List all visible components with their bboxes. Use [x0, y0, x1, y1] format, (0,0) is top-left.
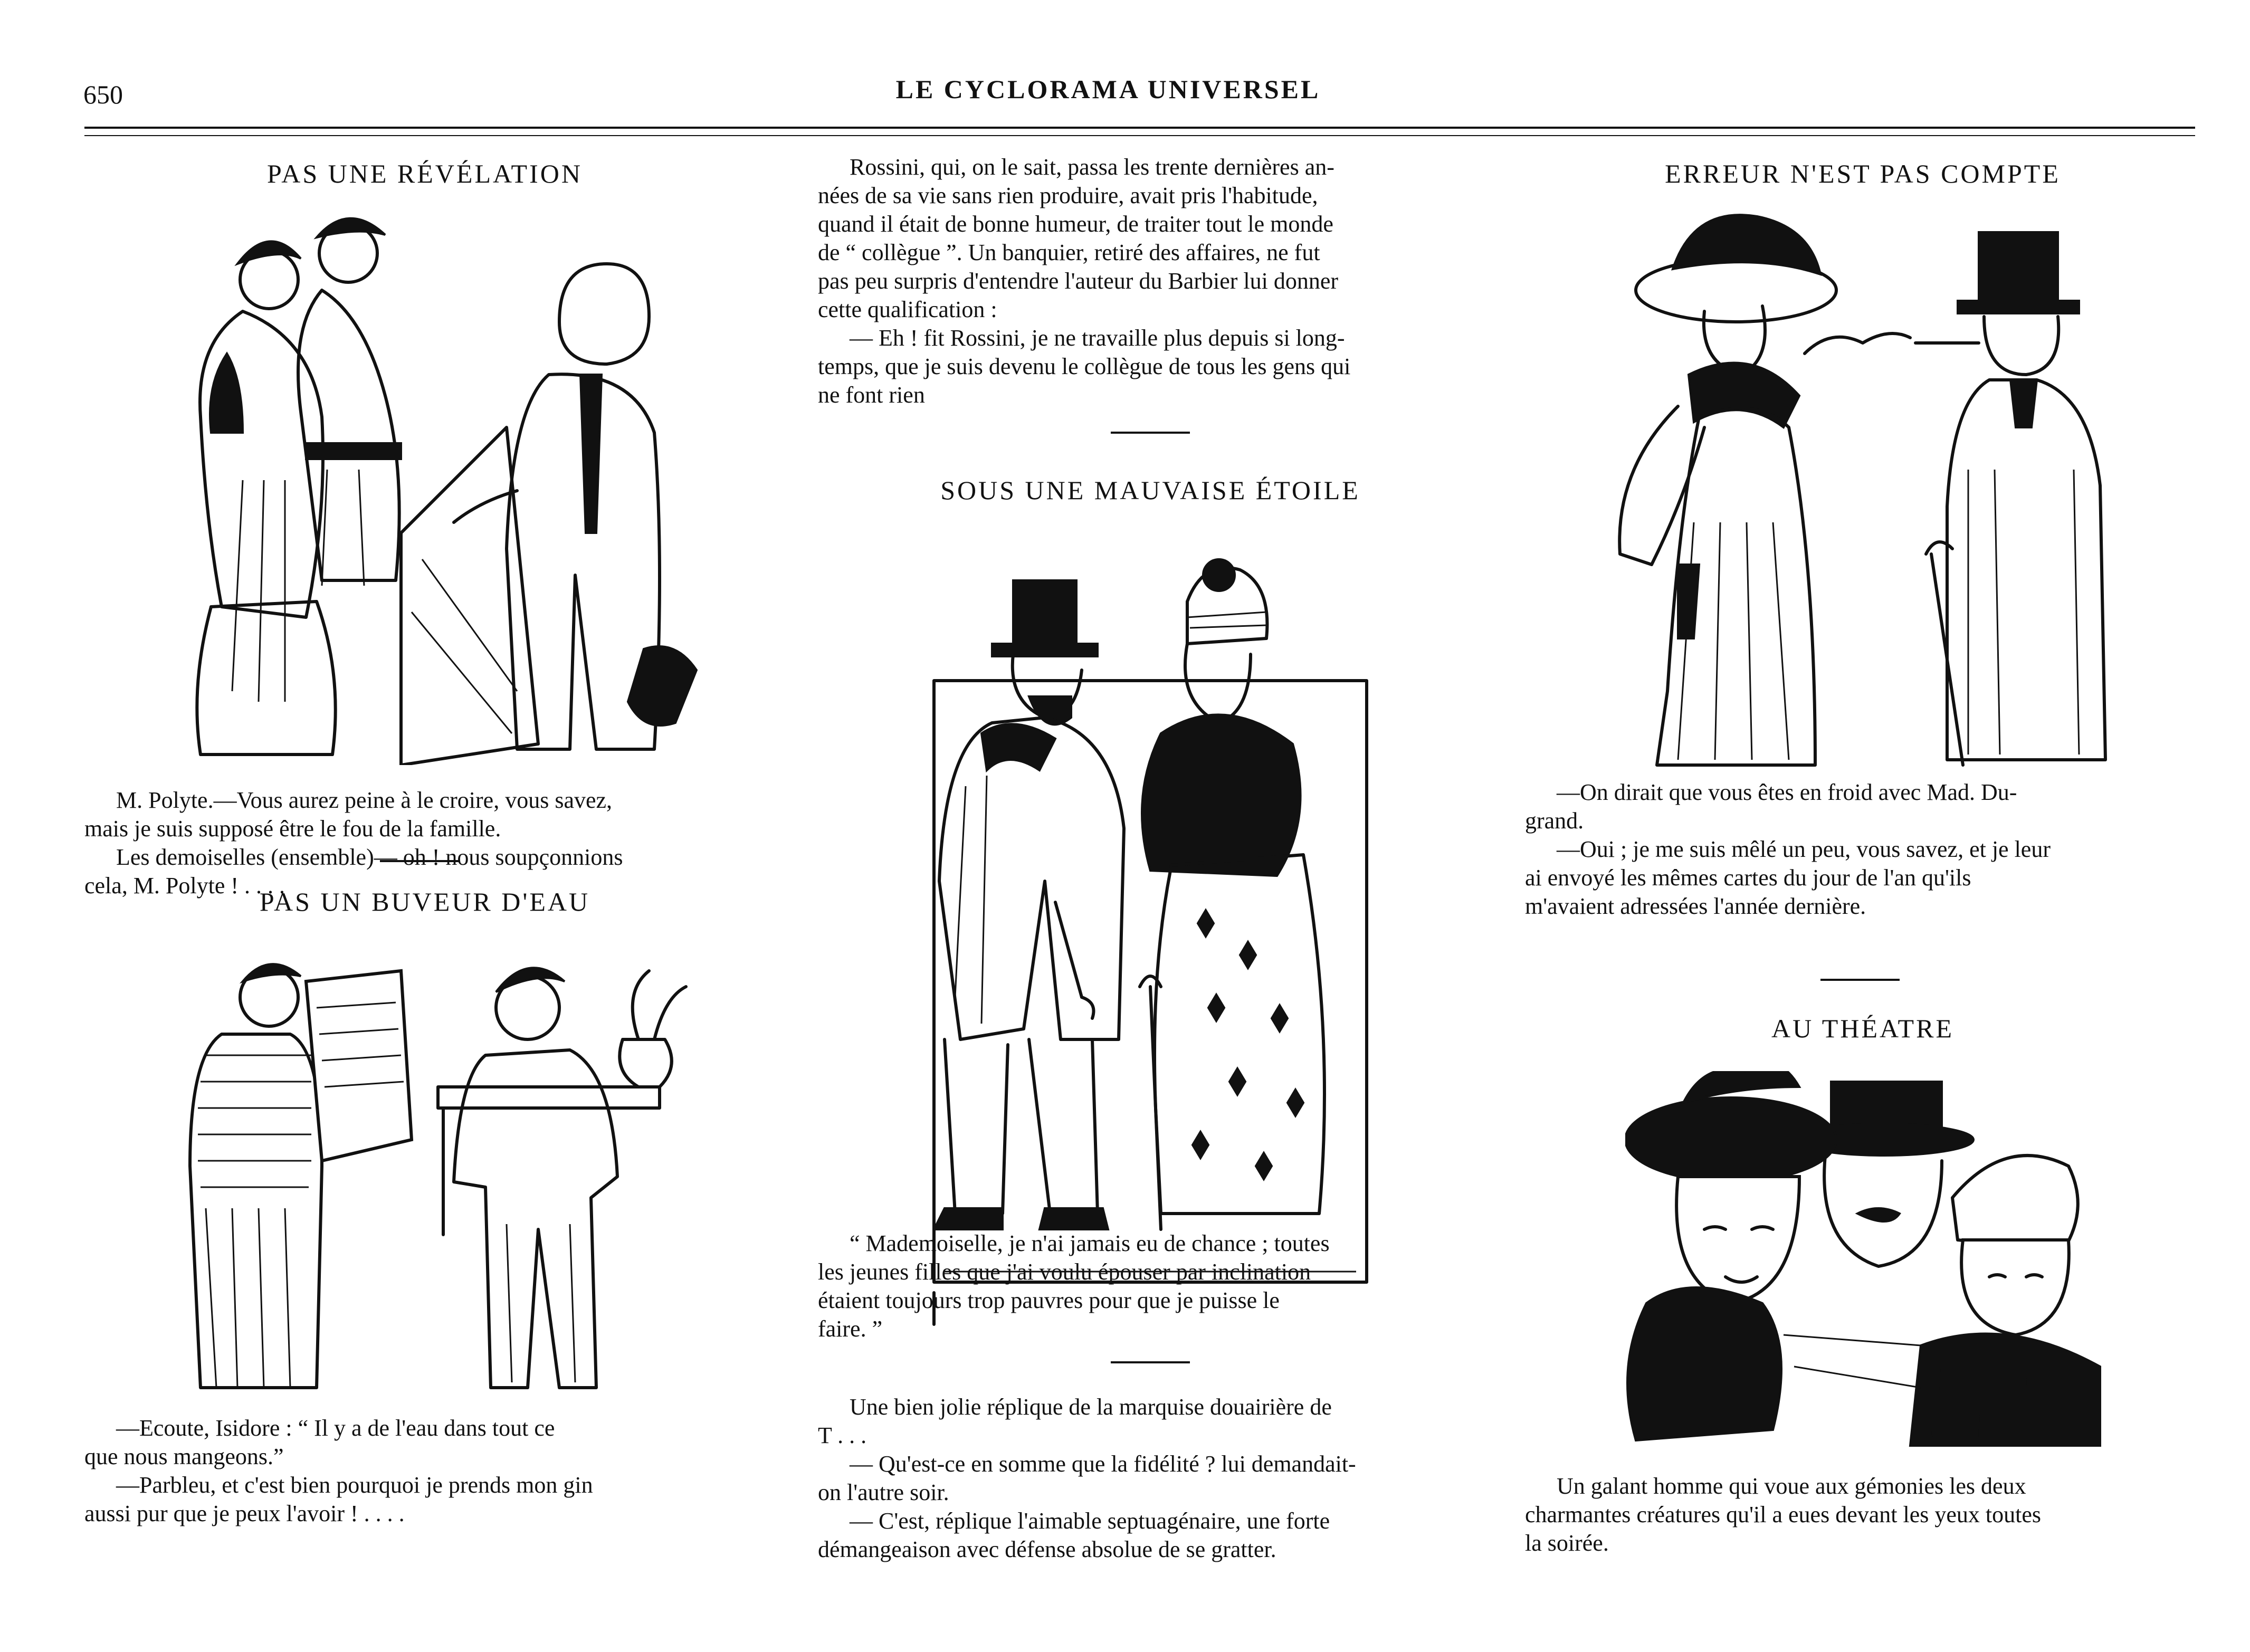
section-divider [380, 860, 459, 862]
caption-line: m'avaient adressées l'année dernière. [1525, 893, 1866, 919]
section-divider [1111, 1361, 1190, 1363]
cartoon-two-men-newspaper-icon [148, 960, 707, 1393]
text-line: on l'autre soir. [818, 1479, 949, 1505]
caption-line: mais je suis supposé être le fou de la famille. [84, 816, 501, 842]
anecdote-rossini [818, 153, 1483, 409]
section-divider [1111, 432, 1190, 434]
text-line: Rossini, qui, on le sait, passa les trente dernières an- [850, 154, 1334, 180]
cartoon-lady-and-smoking-man-icon [1609, 206, 2137, 770]
caption-line: M. Polyte.—Vous aurez peine à le croire, vous savez, [116, 787, 613, 813]
caption-line: Les demoiselles (ensemble)— oh ! nous soupçonnions [116, 844, 623, 870]
section-title: ERREUR N'EST PAS COMPTE [1665, 159, 2061, 188]
cartoon-theatre-crowd-icon [1625, 1071, 2111, 1451]
text-line: de “ collègue ”. Un banquier, retiré des affaires, ne fut [818, 240, 1320, 265]
text-line: — C'est, réplique l'aimable septuagénaire, une forte [850, 1508, 1330, 1534]
text-line: — Eh ! fit Rossini, je ne travaille plus depuis si long- [850, 325, 1345, 351]
text-line: ne font rien [818, 382, 925, 408]
section-title: PAS UN BUVEUR D'EAU [259, 887, 590, 916]
caption-line: que nous mangeons.” [84, 1444, 284, 1469]
section-title: PAS UNE RÉVÉLATION [267, 159, 583, 188]
caption-line: cela, M. Polyte ! . . . . [84, 873, 285, 899]
caption-text [818, 1229, 1483, 1343]
page-number: 650 [83, 80, 123, 109]
section-divider [1820, 979, 1900, 981]
text-line: cette qualification : [818, 297, 997, 322]
text-line: quand il était de bonne humeur, de traiter tout le monde [818, 211, 1333, 237]
caption-line: ai envoyé les mêmes cartes du jour de l'an qu'ils [1525, 865, 1971, 891]
caption-text [84, 786, 765, 900]
caption-line: —Oui ; je me suis mêlé un peu, vous savez, et je leur [1557, 836, 2051, 862]
section-title: SOUS UNE MAUVAISE ÉTOILE [940, 475, 1360, 505]
header-rule-thin [84, 135, 2195, 136]
caption-text [1525, 1472, 2200, 1558]
column-center [818, 153, 1483, 1609]
header-rule [84, 127, 2195, 129]
caption-line: —On dirait que vous êtes en froid avec Mad. Du- [1557, 779, 2017, 805]
column-left [84, 158, 765, 1609]
caption-line: charmantes créatures qu'il a eues devant les yeux toutes [1525, 1502, 2041, 1527]
column-right [1525, 158, 2200, 1609]
text-line: temps, que je suis devenu le collègue de tous les gens qui [818, 354, 1351, 379]
caption-line: “ Mademoiselle, je n'ai jamais eu de chance ; toutes [850, 1230, 1330, 1256]
running-title: LE CYCLORAMA UNIVERSEL [895, 74, 1321, 104]
text-line: nées de sa vie sans rien produire, avait pris l'habitude, [818, 183, 1318, 208]
caption-text [84, 1414, 765, 1528]
text-line: pas peu surpris d'entendre l'auteur du Barbier lui donner [818, 268, 1339, 294]
caption-line: les jeunes filles que j'ai voulu épouser par inclination [818, 1259, 1311, 1285]
text-line: Une bien jolie réplique de la marquise douairière de [850, 1394, 1332, 1420]
caption-line: —Parbleu, et c'est bien pourquoi je prends mon gin [116, 1472, 593, 1498]
caption-line: la soirée. [1525, 1530, 1609, 1556]
text-line: — Qu'est-ce en somme que la fidélité ? lui demandait- [850, 1451, 1356, 1477]
caption-line: faire. ” [818, 1316, 883, 1342]
text-line: T . . . [818, 1422, 867, 1448]
caption-line: aussi pur que je peux l'avoir ! . . . . [84, 1501, 405, 1526]
caption-line: —Ecoute, Isidore : “ Il y a de l'eau dans tout ce [116, 1415, 555, 1441]
caption-line: Un galant homme qui voue aux gémonies les deux [1557, 1473, 2026, 1499]
anecdote-marquise [818, 1393, 1483, 1564]
caption-line: grand. [1525, 808, 1584, 834]
cartoon-man-and-two-ladies-icon [148, 216, 707, 765]
caption-text [1525, 778, 2200, 921]
section-title: AU THÉATRE [1771, 1014, 1954, 1043]
caption-line: étaient toujours trop pauvres pour que je puisse le [818, 1287, 1280, 1313]
text-line: démangeaison avec défense absolue de se gratter. [818, 1536, 1276, 1562]
